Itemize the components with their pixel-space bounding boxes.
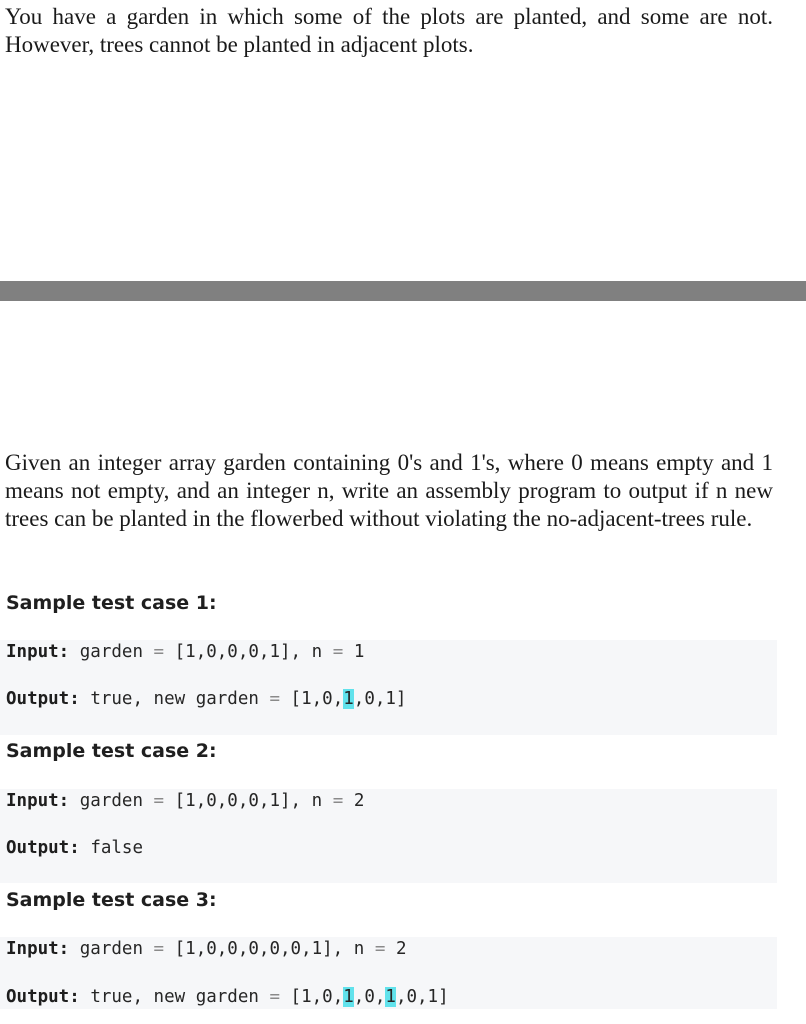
output-label: Output: [6,838,80,858]
separator: , [290,642,302,662]
n-label: n [311,642,323,662]
case-1-code-block [0,640,777,735]
input-label: Input: [6,642,70,662]
new-garden-label: new garden [153,987,259,1007]
output-result: false [90,838,143,858]
case-2-input-line [6,790,364,812]
array-part: [1,0, [290,689,344,709]
input-label: Input: [6,939,70,959]
output-label: Output: [6,689,80,709]
case-3-code-block [0,937,777,1009]
separator: , [332,939,344,959]
equals-sign: = [269,987,280,1007]
equals-sign: = [332,642,344,662]
case-3-heading: Sample test case 3: [6,889,217,911]
equals-sign: = [153,939,165,959]
array-part: ,0,1] [353,689,407,709]
highlighted-digit: 1 [343,689,354,709]
array-part: ,0,1] [395,987,449,1007]
array-part: [1,0, [290,987,344,1007]
output-result: true, [90,987,143,1007]
equals-sign: = [269,689,280,709]
case-1-input-line [6,641,364,663]
problem-statement: Given an integer array garden containing 0's and 1's, where 0 means empty and 1 means not empty, and an integer n, write an assembly program to output if n new trees can be planted in the flowerbed without violating the no-adjacent-trees rule. [5,450,773,531]
case-2-heading: Sample test case 2: [6,740,217,762]
new-garden-label: new garden [153,689,259,709]
array-part: ,0, [353,987,386,1007]
page-divider [0,281,806,301]
intro-paragraph: You have a garden in which some of the plots are planted, and some are not. However, trees cannot be planted in adjacent plots. [5,4,773,57]
case-1-heading: Sample test case 1: [6,592,217,614]
input-array: [1,0,0,0,1] [174,791,291,811]
equals-sign: = [153,791,165,811]
input-array: [1,0,0,0,1] [174,642,291,662]
highlighted-digit: 1 [385,987,396,1007]
output-result: true, [90,689,143,709]
garden-label: garden [79,939,143,959]
case-2-code-block [0,789,777,883]
garden-label: garden [79,642,143,662]
n-value: 2 [353,791,365,811]
garden-label: garden [79,791,143,811]
output-label: Output: [6,987,80,1007]
case-3-output-line [6,986,449,1008]
case-2-output-line [6,837,143,859]
input-array: [1,0,0,0,0,0,1] [174,939,333,959]
n-label: n [353,939,365,959]
case-1-output-line [6,688,406,710]
equals-sign: = [332,791,344,811]
equals-sign: = [153,642,165,662]
case-3-input-line [6,938,407,960]
input-label: Input: [6,791,70,811]
n-value: 2 [395,939,407,959]
separator: , [290,791,302,811]
n-value: 1 [353,642,365,662]
n-label: n [311,791,323,811]
equals-sign: = [374,939,386,959]
highlighted-digit: 1 [343,987,354,1007]
